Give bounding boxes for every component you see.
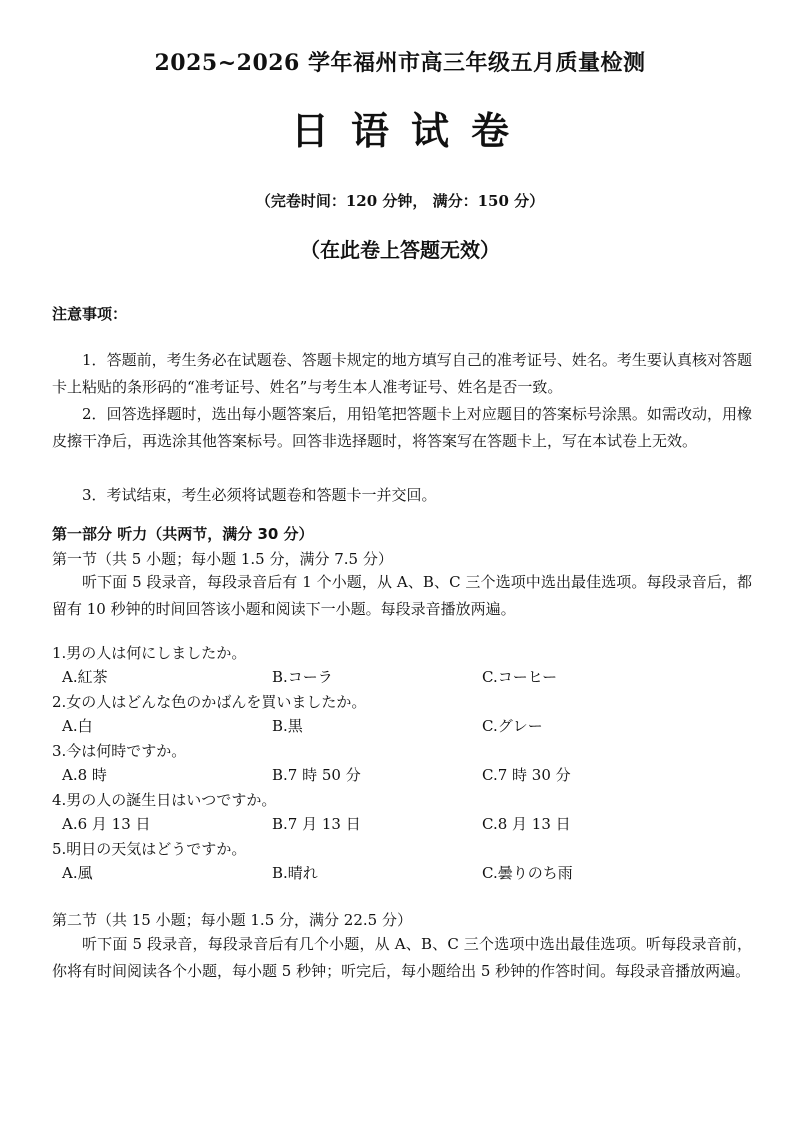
exam-header-line: 2025~2026 学年福州市高三年级五月质量检测 bbox=[154, 50, 646, 76]
question-2-option-c: C.グレー bbox=[482, 717, 543, 735]
part1-heading: 第一部分 听力（共两节，满分 30 分） bbox=[52, 525, 314, 543]
question-4-option-a: A.6 月 13 日 bbox=[62, 815, 151, 833]
question-1-option-c: C.コーヒー bbox=[482, 668, 558, 686]
question-3-option-b: B.7 時 50 分 bbox=[272, 766, 361, 784]
question-5-option-b: B.晴れ bbox=[272, 864, 318, 882]
question-4-option-c: C.8 月 13 日 bbox=[482, 815, 571, 833]
invalid-notice: （在此卷上答题无效） bbox=[300, 238, 500, 262]
question-5-stem: 5.明日の天気はどうですか。 bbox=[52, 840, 247, 858]
question-2-stem: 2.女の人はどんな色のかばんを買いましたか。 bbox=[52, 693, 367, 711]
section1-instructions: 听下面 5 段录音，每段录音后有 1 个小题，从 A、B、C 三个选项中选出最佳选项。每段录音后，都留有 10 秒钟的时间回答该小题和阅读下一小题。每段录音播放两遍。 bbox=[52, 573, 752, 618]
question-2-option-a: A.白 bbox=[62, 717, 93, 735]
question-2-option-b: B.黒 bbox=[272, 717, 303, 735]
exam-info: （完卷时间：120 分钟， 满分：150 分） bbox=[255, 192, 545, 210]
section1-heading: 第一节（共 5 小题；每小题 1.5 分，满分 7.5 分） bbox=[52, 550, 393, 568]
question-1-stem: 1.男の人は何にしましたか。 bbox=[52, 644, 247, 662]
question-4-stem: 4.男の人の誕生日はいつですか。 bbox=[52, 791, 277, 809]
page-title: 日语试卷 bbox=[290, 109, 531, 153]
note-item-1: 1．答题前，考生务必在试题卷、答题卡规定的地方填写自己的准考证号、姓名。考生要认真核对答题卡上粘贴的条形码的“准考证号、姓名”与考生本人准考证号、姓名是否一致。 bbox=[52, 351, 752, 396]
note-item-3: 3．考试结束，考生必须将试题卷和答题卡一并交回。 bbox=[82, 486, 437, 504]
note-item-2: 2．回答选择题时，选出每小题答案后，用铅笔把答题卡上对应题目的答案标号涂黑。如需改动，用橡皮擦干净后，再选涂其他答案标号。回答非选择题时，将答案写在答题卡上，写在本试卷上无效。 bbox=[52, 405, 752, 450]
question-1-option-a: A.紅茶 bbox=[62, 668, 108, 686]
notes-heading: 注意事项： bbox=[52, 305, 128, 323]
question-3-option-c: C.7 時 30 分 bbox=[482, 766, 571, 784]
question-4-option-b: B.7 月 13 日 bbox=[272, 815, 361, 833]
question-5-option-a: A.風 bbox=[62, 864, 93, 882]
section2-heading: 第二节（共 15 小题；每小题 1.5 分，满分 22.5 分） bbox=[52, 911, 412, 929]
question-3-stem: 3.今は何時ですか。 bbox=[52, 742, 187, 760]
question-5-option-c: C.曇りのち雨 bbox=[482, 864, 573, 882]
section2-instructions: 听下面 5 段录音，每段录音后有几个小题，从 A、B、C 三个选项中选出最佳选项。听每段录音前，你将有时间阅读各个小题，每小题 5 秒钟；听完后，每小题给出 5 秒钟的作答时间。每段录音播放两遍。 bbox=[52, 935, 752, 980]
question-1-option-b: B.コーラ bbox=[272, 668, 333, 686]
question-3-option-a: A.8 時 bbox=[62, 766, 107, 784]
